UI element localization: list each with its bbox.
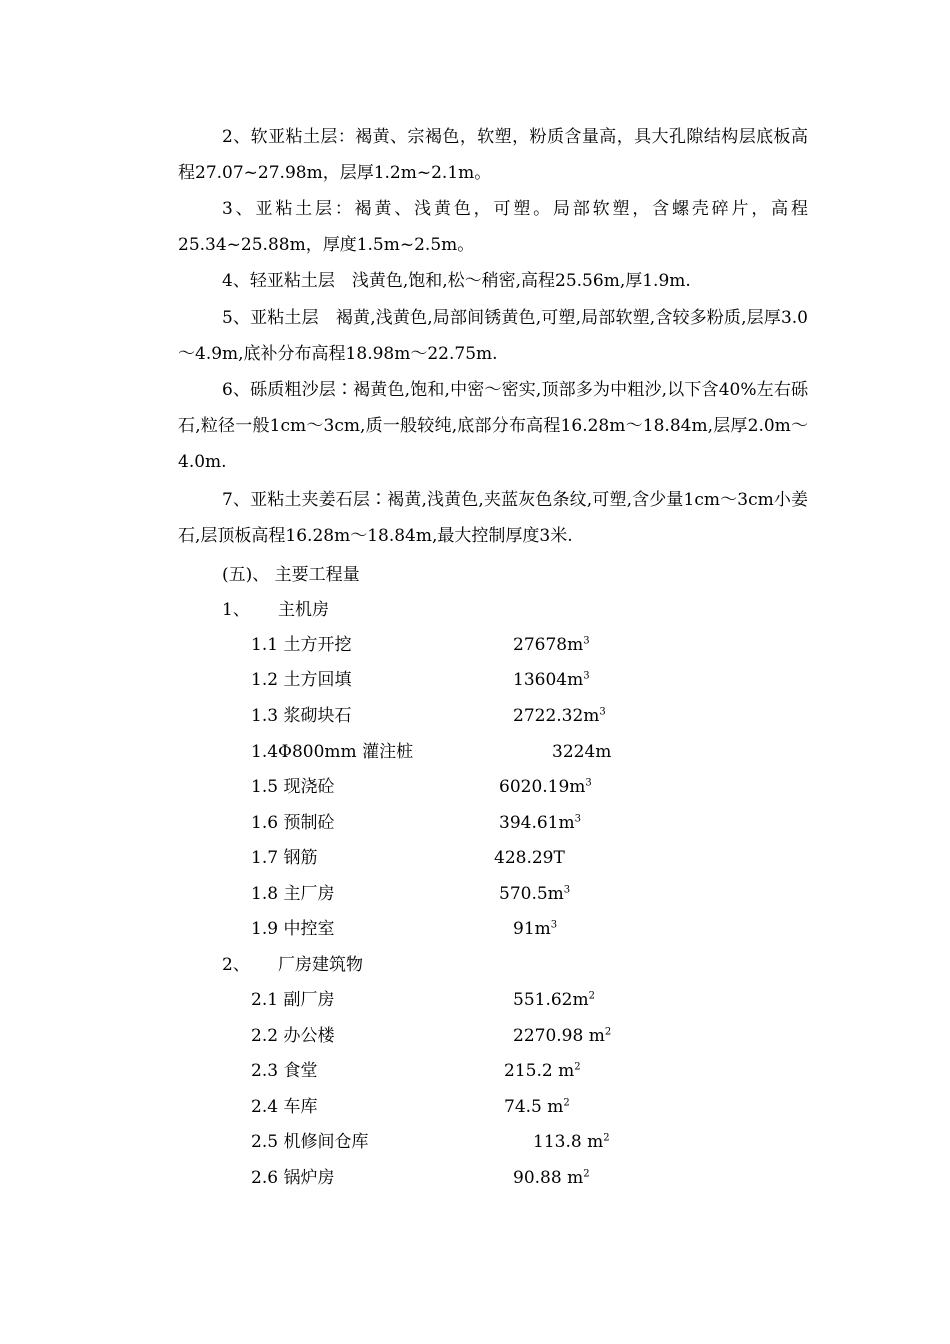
list-item — [251, 633, 671, 657]
paragraph-text: 2、软亚粘土层：褐黄、宗褐色，软塑，粉质含量高，具大孔隙结构层底板高程27.07~27.98m，层厚1.2m~2.1m。 — [178, 127, 808, 183]
paragraph-text: 4、轻亚粘土层 浅黄色,饱和,松～稍密,高程25.56m,厚1.9m. — [222, 271, 691, 291]
item-value — [552, 740, 611, 764]
list-item — [251, 811, 671, 835]
paragraph-ginger-stone-clay — [178, 482, 808, 554]
paragraph-soft-silty-clay — [178, 119, 808, 191]
item-unit-superscript: 2 — [588, 990, 595, 1002]
item-unit-superscript: 2 — [583, 1168, 590, 1180]
list-item — [251, 988, 671, 1012]
item-value — [504, 1059, 581, 1083]
item-label: 2.6 锅炉房 — [251, 1168, 335, 1188]
paragraph-light-silty-clay — [178, 263, 808, 299]
item-value-number: 6020.19m — [499, 777, 586, 797]
list-item — [251, 1024, 671, 1048]
item-value-number: 74.5 m — [504, 1097, 564, 1117]
item-label: 2.4 车库 — [251, 1097, 318, 1117]
item-value-number: 3224m — [552, 742, 612, 762]
paragraph-text: 5、亚粘土层 褐黄,浅黄色,局部间锈黄色,可塑,局部软塑,含较多粉质,层厚3.0～4.9m,底补分布高程18.98m～22.75m. — [178, 308, 808, 364]
list-item — [251, 668, 671, 692]
paragraph-silty-clay-5 — [178, 300, 808, 372]
list-item — [251, 1095, 671, 1119]
item-unit-superscript: 3 — [574, 813, 581, 825]
item-value-number: 13604m — [513, 670, 584, 690]
paragraph-gravel-sand — [178, 372, 808, 480]
list-item — [251, 1130, 671, 1154]
item-unit-superscript: 3 — [599, 706, 606, 718]
group-heading-text: 主机房 — [278, 600, 329, 620]
list-item — [251, 846, 671, 870]
item-label: 2.5 机修间仓库 — [251, 1132, 369, 1152]
item-unit-superscript: 3 — [583, 670, 590, 682]
item-value — [513, 917, 557, 941]
item-label: 1.1 土方开挖 — [251, 635, 352, 655]
item-unit-superscript: 2 — [563, 1097, 570, 1109]
item-value-number: 551.62m — [513, 990, 589, 1010]
list-item — [251, 704, 671, 728]
item-unit-superscript: 2 — [574, 1061, 581, 1073]
item-value — [504, 1095, 570, 1119]
list-item — [251, 775, 671, 799]
item-value-number: 570.5m — [499, 884, 564, 904]
item-value — [513, 988, 595, 1012]
item-unit-superscript: 3 — [585, 777, 592, 789]
item-label: 2.1 副厂房 — [251, 990, 335, 1010]
item-unit-superscript: 2 — [604, 1026, 612, 1038]
item-value-number: 27678m — [513, 635, 584, 655]
list-item — [251, 1166, 671, 1190]
item-value — [513, 668, 590, 692]
item-value — [513, 1024, 611, 1048]
item-value — [499, 811, 581, 835]
item-value-number: 2722.32m — [513, 706, 600, 726]
item-label: 1.3 浆砌块石 — [251, 706, 352, 726]
paragraph-silty-clay — [178, 191, 808, 263]
item-value — [499, 775, 592, 799]
item-value-number: 113.8 m — [533, 1132, 604, 1152]
group-heading-number: 1、 — [222, 600, 250, 620]
paragraph-text: 6、砾质粗沙层∶褐黄色,饱和,中密～密实,顶部多为中粗沙,以下含40%左右砾石,粒径一般1cm～3cm,质一般较纯,底部分布高程16.28m～18.84m,层厚2.0m～4.0m. — [178, 380, 808, 472]
list-item — [251, 882, 671, 906]
item-label: 2.3 食堂 — [251, 1061, 318, 1081]
list-item — [251, 917, 671, 941]
item-label: 1.5 现浇砼 — [251, 777, 335, 797]
item-label: 1.2 土方回填 — [251, 670, 352, 690]
item-label: 1.7 钢筋 — [251, 848, 318, 868]
group-heading-text: 厂房建筑物 — [278, 955, 363, 975]
item-label: 1.6 预制砼 — [251, 813, 335, 833]
item-value-number: 91m — [513, 919, 551, 939]
item-value-number: 2270.98 m — [513, 1026, 605, 1046]
item-unit-superscript: 3 — [550, 919, 558, 931]
item-unit-superscript: 3 — [583, 635, 590, 647]
list-item — [251, 1059, 671, 1083]
section-title: (五)、 主要工程量 — [222, 565, 360, 585]
item-label: 1.9 中控室 — [251, 919, 335, 939]
item-value-number: 428.29T — [494, 848, 565, 868]
item-value — [513, 1166, 590, 1190]
item-value — [494, 846, 565, 870]
paragraph-text: 7、亚粘土夹姜石层∶褐黄,浅黄色,夹蓝灰色条纹,可塑,含少量1cm～3cm小姜石,层顶板高程16.28m～18.84m,最大控制厚度3米. — [178, 490, 808, 546]
item-value-number: 90.88 m — [513, 1168, 584, 1188]
item-value-number: 215.2 m — [504, 1061, 575, 1081]
item-value-number: 394.61m — [499, 813, 575, 833]
item-unit-superscript: 3 — [563, 884, 571, 896]
item-label: 1.4Φ800mm 灌注桩 — [251, 742, 414, 762]
group-heading-number: 2、 — [222, 955, 250, 975]
list-item — [251, 740, 671, 764]
item-value — [533, 1130, 610, 1154]
paragraph-text: 3、亚粘土层：褐黄、浅黄色，可塑。局部软塑，含螺壳碎片，高程25.34~25.88m，厚度1.5m~2.5m。 — [178, 199, 808, 255]
item-value — [499, 882, 570, 906]
item-label: 2.2 办公楼 — [251, 1026, 335, 1046]
item-value — [513, 704, 606, 728]
item-label: 1.8 主厂房 — [251, 884, 335, 904]
item-value — [513, 633, 590, 657]
item-unit-superscript: 2 — [603, 1132, 610, 1144]
